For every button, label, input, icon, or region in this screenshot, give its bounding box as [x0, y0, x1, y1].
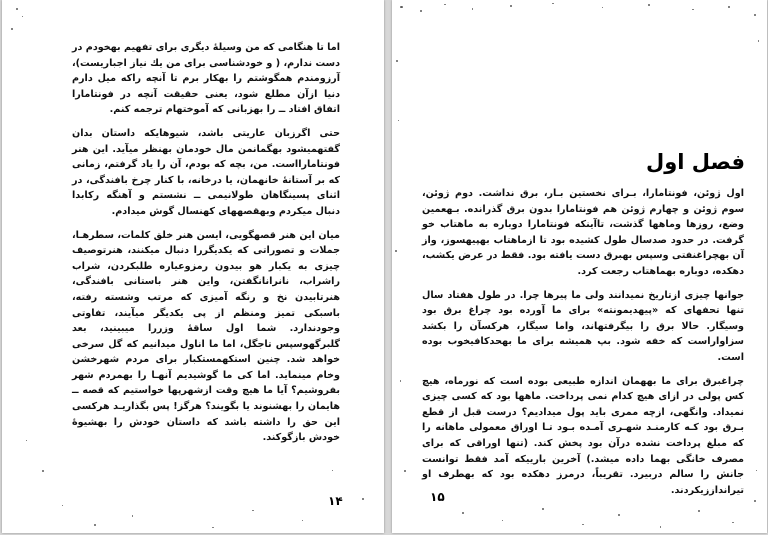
paragraph: اول ژوئن، فونتامارا، بـرای نخستین بـار، برق نداشت. دوم ژوئن، سوم ژوئن و چهارم ژوئن هم فونتامارا بدون برق گذرانده. بـهعمین وضع، روزها وماهها گذشت، تاآینکه فونتامارا دوباره به ماهتاب خو گرفت. در حدود صدسال طول کشیده بود تا ازماهتاب بهپیهسوز، واز آن بهچراغنفتی وسپس بهبرق دست یافته بود. فقط در عرض یكشب، دهکده، دوباره بهماهتاب رجعت کرد.: [422, 188, 744, 277]
page-number: ۱۵: [430, 490, 445, 504]
left-page-body: [72, 40, 340, 454]
page-number: ۱۴: [328, 494, 343, 508]
paragraph: اما تا هنگامی که من وسیلهٔ دیگری برای تفهیم بهخودم در دست ندارم، ( و خودشناسی برای من یك نیاز اجباریست)، آرزومندم همگوشتم را بهکار برم تا آنچه راکه میل دارم دنیا ازآن مطلع شود، یعنی حقیقت آنچه در فونتامارا اتفاق افتاد ــ را بهزبانی که آموختهام ترجمه کنم.: [72, 42, 340, 116]
paragraph: حتی اگرزبان عاریتی باشد، شیوهایکه داستان بدان گفتهمیشود بهگمانمن مال خودمان بهنظر میآید. این هنر فونتامارااست. من، بچه که بودم، آن را یاد گرفتم، زمانی که بر آستانهٔ خانهمان، یا درخانه، با کنار چرخ بافندگی، در اثنای پسینگاهان طولانیمی ــ نشستم و آهنگه رکابدا دنبال میکردم وبهقصههای کهنسال گوش میدادم.: [72, 127, 340, 217]
paragraph: میان این هنر قصهگویی، ایسن هنر خلق کلمات، سطرهـا، جملات و تصوراتی که یکدیگررا دنبال میکنند، هنرتوصیف چیزی به یکبار هو بیدون رمزوعیاره طلبکردن، شراب راشراب، نانرانانگفتن، واین هنر باستانی بافندگی، هنرتابیدن نخ و رنگه آمیزی که مرتب وشسته رفته، باسبکی تمیز ومنظم از پی یکدیگر میآیند، تفاوتی وجودندارد. شما اول ساقهٔ وزررا میبینید، بعد گلبرگهوسپس تاجگل، اما ما اناول میدانیم که گل سرخی خواهد شد. چنین استکهمستکبار برای مردم شهرخشن وخام مینماید. اما کی ما گوشیدیم آنهـا را بهمردم شهر بفروشیم؟ آیا ما هیچ وقت ازشهرپها خواستیم که قصه ــ هایمان را بهشنوند یا بگویند؟ هرگز! پس بگذاریـد هرکسی این حق را داشته باشد که داستان خودش را بهشیوهٔ خودش بازگوکند.: [72, 229, 340, 444]
left-page: [2, 0, 384, 533]
right-page-body: [422, 186, 744, 506]
paragraph: جوانها چیزی ازتاریخ نمیدانند ولی ما پیرها چرا. در طول هفتاد سال تنها تحفهای که «پیهدیمونته» برای ما آورده بود چراغ برق بود وسیگار. حالا برق را بیگرفتهاند، واما سیگار، هرکسآن را بکشد سزاواراست که خفه شود. بپ همیشه برای ما بهحدکافیخوب بوده است.: [422, 289, 744, 363]
paragraph: چراغبرق برای ما بههمان اندازه طبیعی بوده است که نورماه، هیچ کس پولی در ازای هیچ کدام نمی پرداخت. ماهها بود که کسی چیزی نمیداد. وانگهی، ازچه ممری باید پول میدادیم؟ درست قبل از قطع بـرق بود کـه کارمنـد شهـری آمـده بـود تـا اوراق معمولی ماهانه را که مبلغ پرداخت نشده درآن بود پخش کند. (تنها اوراقی که برای مصرف خانگی بهما داده میشد.) آخرین بارییکه آمد فقط توانست جانش را سالم دربیرد. تقریباً، درمرز دهکده بود که بهطرف او تیرانداززیکردند.: [422, 375, 744, 496]
right-page: [392, 0, 767, 533]
chapter-title: فصل اول: [646, 150, 745, 174]
